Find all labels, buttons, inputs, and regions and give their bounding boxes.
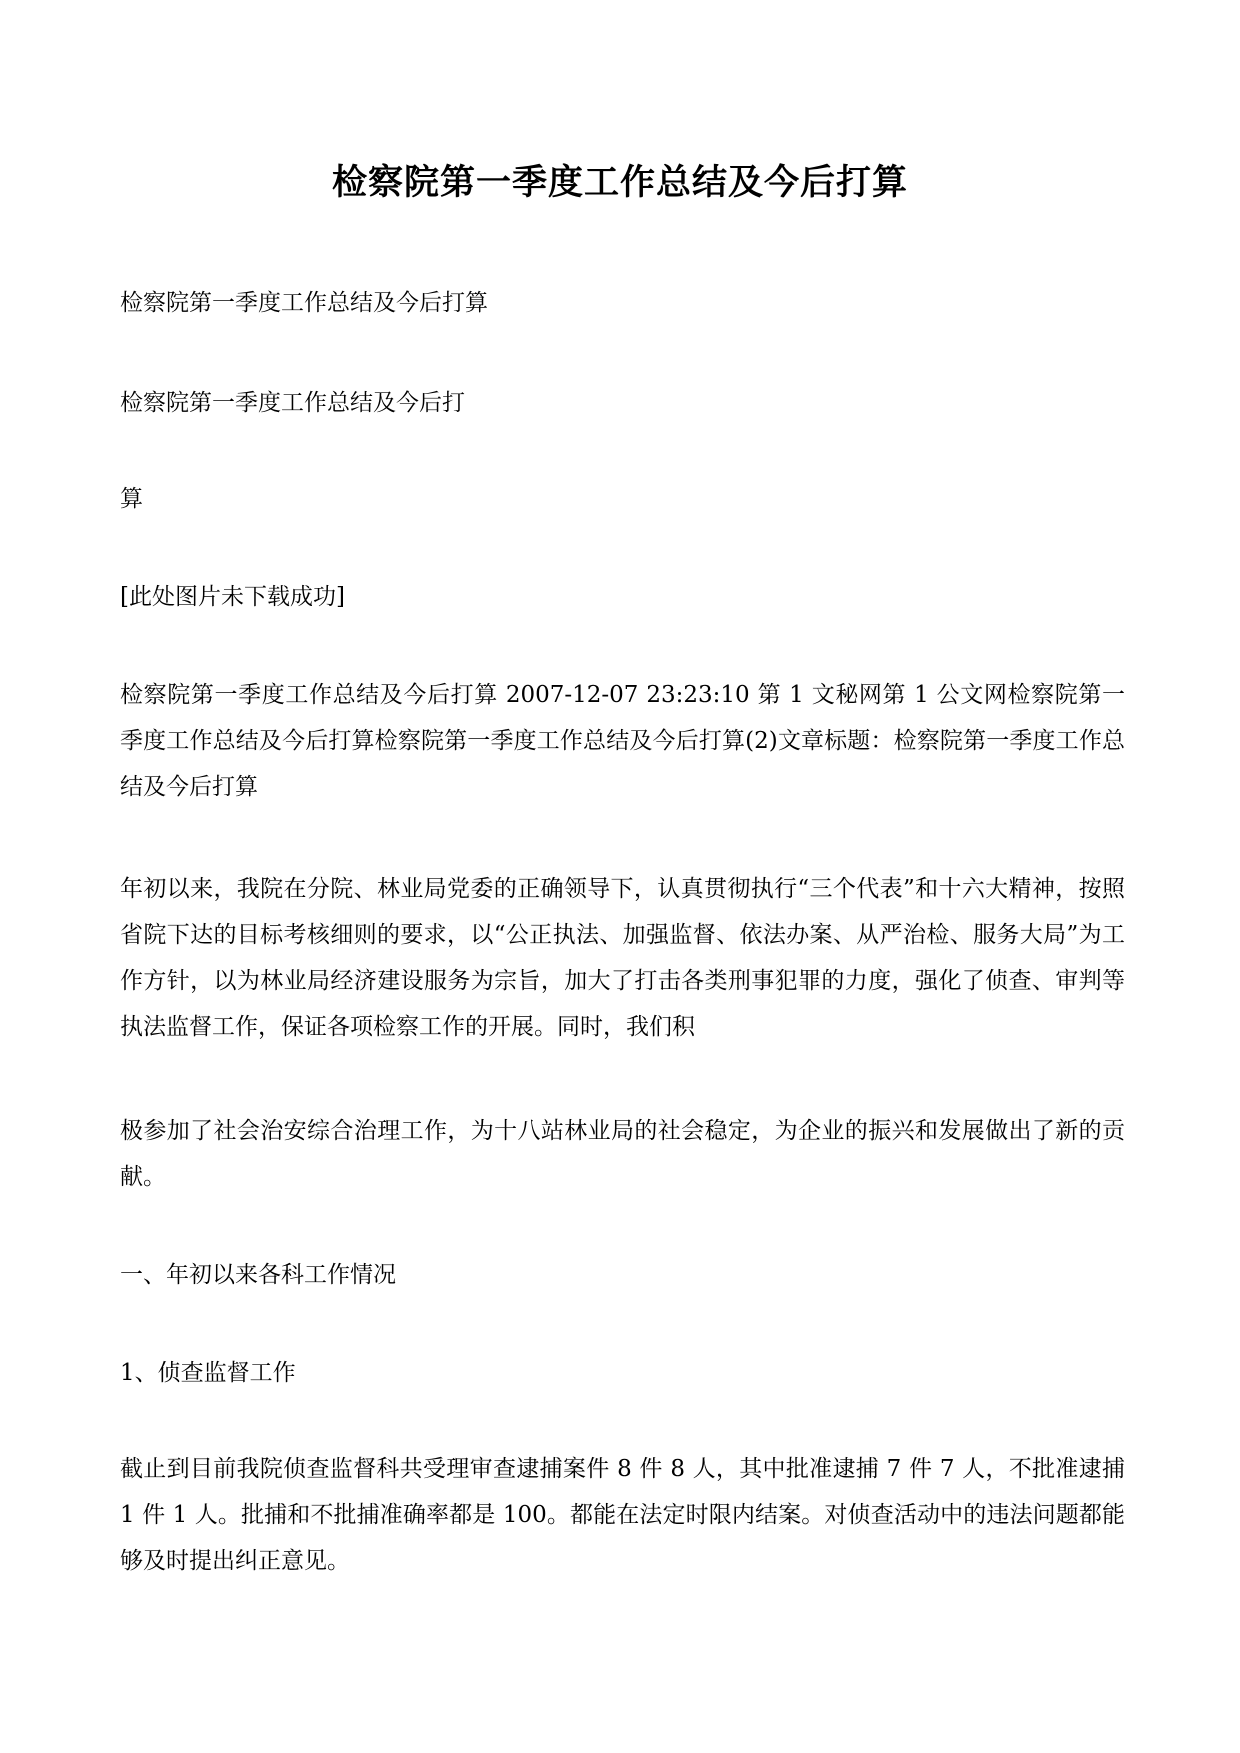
image-missing-placeholder: [此处图片未下载成功] (120, 584, 345, 610)
subsection-heading: 1、侦查监督工作 (120, 1360, 296, 1386)
paragraph-investigation-supervision: 截止到目前我院侦查监督科共受理审查逮捕案件 8 件 8 人，其中批准逮捕 7 件 7 人，不批准逮捕 1 件 1 人。批捕和不批捕准确率都是 100。都能在法定时限内结案。对侦查活动中的违法问题都能够及时提出纠正意见。 (120, 1456, 1125, 1574)
paragraph-subtitle-continuation: 算 (120, 486, 143, 512)
paragraph-source-info: 检察院第一季度工作总结及今后打算 2007-12-07 23:23:10 第 1 文秘网第 1 公文网检察院第一季度工作总结及今后打算检察院第一季度工作总结及今后打算(2)文章标题：检察院第一季度工作总结及今后打算 (120, 682, 1125, 800)
document-title: 检察院第一季度工作总结及今后打算 (331, 163, 908, 203)
section-heading: 一、年初以来各科工作情况 (120, 1262, 396, 1288)
paragraph-subtitle-line: 检察院第一季度工作总结及今后打 (120, 390, 465, 416)
paragraph-subtitle: 检察院第一季度工作总结及今后打算 (120, 290, 488, 316)
paragraph-intro-continued: 极参加了社会治安综合治理工作，为十八站林业局的社会稳定，为企业的振兴和发展做出了新的贡献。 (120, 1118, 1125, 1190)
paragraph-intro: 年初以来，我院在分院、林业局党委的正确领导下，认真贯彻执行“三个代表”和十六大精神，按照省院下达的目标考核细则的要求，以“公正执法、加强监督、依法办案、从严治检、服务大局”为工作方针，以为林业局经济建设服务为宗旨，加大了打击各类刑事犯罪的力度，强化了侦查、审判等执法监督工作，保证各项检察工作的开展。同时，我们积 (120, 876, 1125, 1040)
